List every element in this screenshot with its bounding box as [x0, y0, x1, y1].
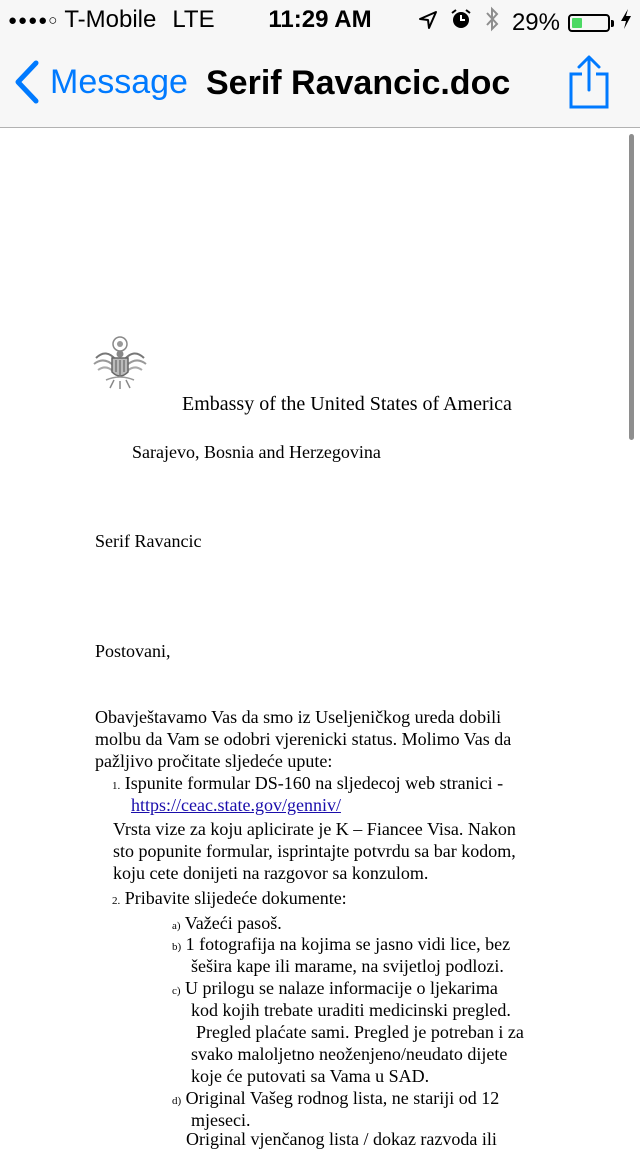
status-right: [406, 6, 632, 39]
list-item-number: 1.: [112, 780, 121, 792]
sub-item-text: 1 fotografija na kojima se jasno vidi lice, bez: [185, 934, 511, 954]
sub-item-text: U prilogu se nalaze informacije o ljekarima: [185, 978, 498, 998]
sub-item-text: Važeći pasoš.: [184, 913, 282, 933]
battery-icon: [568, 14, 610, 32]
back-button[interactable]: [14, 60, 188, 104]
sub-item-text: mjeseci.: [191, 1110, 251, 1130]
embassy-seal-logo: [92, 334, 148, 392]
sub-item-text: kod kojih trebate uraditi medicinski pregled.: [191, 1000, 511, 1020]
bluetooth-icon: [484, 6, 500, 39]
greeting: Postovani,: [95, 641, 171, 661]
paragraph-line: sto popunite formular, isprintajte potvrdu sa bar kodom,: [113, 841, 516, 861]
sub-item-text: Original vjenčanog lista / dokaz razvoda ili: [186, 1129, 497, 1149]
charging-bolt-icon: [620, 8, 632, 37]
page-title: Serif Ravancic.doc: [206, 64, 511, 102]
battery-percent: 29%: [511, 8, 560, 36]
alarm-clock-icon: [450, 8, 472, 37]
back-button-label: Message: [50, 62, 188, 101]
list-item-number: 2.: [112, 895, 121, 907]
paragraph-line: koju cete donijeti na razgovor sa konzulom.: [113, 863, 429, 883]
recipient-name: Serif Ravancic: [95, 531, 202, 551]
paragraph-line: Vrsta vize za koju aplicirate je K – Fiancee Visa. Nakon: [113, 819, 516, 839]
list-item-text: Ispunite formular DS-160 na sljedecoj web stranici -: [124, 773, 504, 793]
status-bar: [0, 0, 640, 40]
carrier-name: T-Mobile: [64, 6, 157, 33]
list-item-text: Pribavite slijedeće dokumente:: [124, 888, 347, 908]
sub-item-label: a): [172, 920, 181, 932]
share-button[interactable]: [568, 54, 610, 115]
intro-paragraph: Obavještavamo Vas da smo iz Useljeničkog ureda dobili molbu da Vam se odobri vjerenicki status. Molimo Vas da pažljivo pročitate sljedeće upute:: [95, 707, 512, 771]
sub-item-label: d): [172, 1095, 182, 1107]
sub-item-text: koje će putovati sa Vama u SAD.: [191, 1066, 430, 1086]
sub-item-label: c): [172, 985, 181, 997]
chevron-left-icon: [14, 60, 40, 104]
share-icon: [568, 54, 610, 110]
battery-level-fill: [572, 18, 582, 28]
vertical-scrollbar[interactable]: [629, 134, 634, 440]
embassy-heading: Embassy of the United States of America: [182, 393, 512, 415]
sub-item-text: svako maloljetno neoženjeno/neudato dijete: [191, 1044, 508, 1064]
embassy-location: Sarajevo, Bosnia and Herzegovina: [132, 442, 381, 462]
signal-strength-icon: ●●●●○: [8, 11, 59, 29]
location-arrow-icon: [418, 9, 438, 37]
status-time: 11:29 AM: [268, 6, 372, 33]
ceac-link[interactable]: https://ceac.state.gov/genniv/: [131, 795, 341, 815]
sub-item-text: šešira kape ili marame, na svijetloj podlozi.: [191, 956, 504, 976]
network-type: LTE: [172, 6, 215, 33]
navigation-bar: [0, 40, 640, 128]
list-item: [112, 887, 347, 912]
sub-item-label: b): [172, 941, 182, 953]
sub-item-text: Original Vašeg rodnog lista, ne stariji od 12: [185, 1088, 500, 1108]
document-view[interactable]: [0, 128, 640, 1149]
sub-item-text: Pregled plaćate sami. Pregled je potreban i za: [196, 1022, 524, 1042]
